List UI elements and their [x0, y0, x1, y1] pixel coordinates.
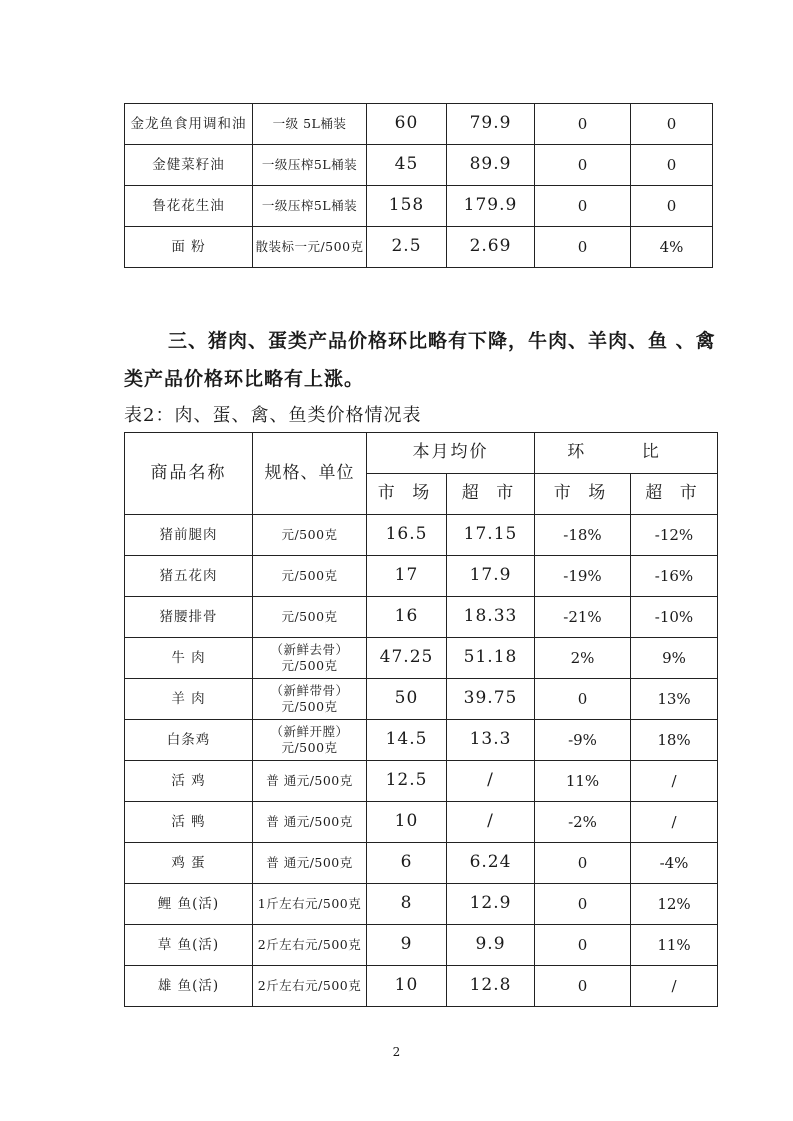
table-row — [125, 638, 718, 679]
item-name: 鲁花花生油 — [125, 186, 253, 227]
item-spec: 元/500克 — [253, 597, 367, 638]
table-row — [125, 884, 718, 925]
supermarket-price: 9.9 — [447, 925, 535, 966]
mom-supermarket: / — [631, 802, 718, 843]
mom-supermarket: -4% — [631, 843, 718, 884]
table-row — [125, 145, 713, 186]
mom-market: -21% — [535, 597, 631, 638]
market-price: 158 — [367, 186, 447, 227]
table-row — [125, 104, 713, 145]
market-price: 16.5 — [367, 515, 447, 556]
mom-supermarket: 13% — [631, 679, 718, 720]
market-price: 2.5 — [367, 227, 447, 268]
item-name: 羊 肉 — [125, 679, 253, 720]
mom-supermarket: 12% — [631, 884, 718, 925]
market-price: 8 — [367, 884, 447, 925]
table-row — [125, 515, 718, 556]
item-name: 猪腰排骨 — [125, 597, 253, 638]
mom-supermarket: 0 — [631, 104, 713, 145]
header-avg-price: 本月均价 — [367, 433, 535, 474]
mom-market: -9% — [535, 720, 631, 761]
page-number: 2 — [392, 1045, 401, 1059]
table-row — [125, 186, 713, 227]
mom-market: 0 — [535, 186, 631, 227]
oil-price-table — [124, 103, 713, 268]
header-mom: 环 比 — [535, 433, 718, 474]
header-mom-market: 市 场 — [535, 474, 631, 515]
item-spec: 普 通元/500克 — [253, 843, 367, 884]
mom-supermarket: 0 — [631, 186, 713, 227]
item-name: 鸡 蛋 — [125, 843, 253, 884]
table-row — [125, 761, 718, 802]
market-price: 45 — [367, 145, 447, 186]
supermarket-price: 6.24 — [447, 843, 535, 884]
supermarket-price: 89.9 — [447, 145, 535, 186]
item-spec: 散装标一元/500克 — [253, 227, 367, 268]
item-spec: 1斤左右元/500克 — [253, 884, 367, 925]
item-spec: 2斤左右元/500克 — [253, 966, 367, 1007]
mom-supermarket: -16% — [631, 556, 718, 597]
supermarket-price: 18.33 — [447, 597, 535, 638]
table-caption: 表2：肉、蛋、禽、鱼类价格情况表 — [124, 405, 422, 426]
item-name: 金龙鱼食用调和油 — [125, 104, 253, 145]
mom-supermarket: / — [631, 966, 718, 1007]
market-price: 6 — [367, 843, 447, 884]
market-price: 10 — [367, 966, 447, 1007]
item-spec: 一级 5L桶装 — [253, 104, 367, 145]
market-price: 50 — [367, 679, 447, 720]
table-row — [125, 966, 718, 1007]
header-name: 商品名称 — [125, 433, 253, 515]
item-spec: （新鲜去骨）元/500克 — [253, 638, 367, 679]
section-heading: 三、猪肉、蛋类产品价格环比略有下降，牛肉、羊肉、鱼 、禽类产品价格环比略有上涨。 — [124, 330, 716, 390]
mom-supermarket: / — [631, 761, 718, 802]
item-name: 猪五花肉 — [125, 556, 253, 597]
item-name: 草 鱼(活) — [125, 925, 253, 966]
market-price: 17 — [367, 556, 447, 597]
item-name: 雄 鱼(活) — [125, 966, 253, 1007]
table-row — [125, 679, 718, 720]
item-name: 白条鸡 — [125, 720, 253, 761]
market-price: 14.5 — [367, 720, 447, 761]
market-price: 9 — [367, 925, 447, 966]
item-name: 鲤 鱼(活) — [125, 884, 253, 925]
item-spec: 元/500克 — [253, 515, 367, 556]
supermarket-price: 13.3 — [447, 720, 535, 761]
supermarket-price: 2.69 — [447, 227, 535, 268]
market-price: 16 — [367, 597, 447, 638]
mom-market: 11% — [535, 761, 631, 802]
mom-market: 0 — [535, 145, 631, 186]
header-mom-supermarket: 超 市 — [631, 474, 718, 515]
mom-supermarket: -12% — [631, 515, 718, 556]
header-avg-market: 市 场 — [367, 474, 447, 515]
market-price: 60 — [367, 104, 447, 145]
mom-market: 0 — [535, 227, 631, 268]
table-row — [125, 597, 718, 638]
table-row — [125, 720, 718, 761]
supermarket-price: / — [447, 802, 535, 843]
mom-market: -19% — [535, 556, 631, 597]
supermarket-price: 79.9 — [447, 104, 535, 145]
supermarket-price: 17.9 — [447, 556, 535, 597]
mom-market: -18% — [535, 515, 631, 556]
item-name: 牛 肉 — [125, 638, 253, 679]
supermarket-price: 17.15 — [447, 515, 535, 556]
mom-market: 0 — [535, 843, 631, 884]
table-row — [125, 843, 718, 884]
mom-supermarket: 4% — [631, 227, 713, 268]
item-name: 金健菜籽油 — [125, 145, 253, 186]
supermarket-price: 12.8 — [447, 966, 535, 1007]
mom-market: 0 — [535, 966, 631, 1007]
mom-market: 0 — [535, 884, 631, 925]
mom-supermarket: 9% — [631, 638, 718, 679]
market-price: 47.25 — [367, 638, 447, 679]
item-spec: 普 通元/500克 — [253, 802, 367, 843]
table-row — [125, 556, 718, 597]
mom-supermarket: 11% — [631, 925, 718, 966]
supermarket-price: / — [447, 761, 535, 802]
mom-supermarket: 18% — [631, 720, 718, 761]
mom-market: 2% — [535, 638, 631, 679]
item-spec: 2斤左右元/500克 — [253, 925, 367, 966]
table-row — [125, 227, 713, 268]
item-name: 活 鸭 — [125, 802, 253, 843]
supermarket-price: 12.9 — [447, 884, 535, 925]
header-avg-supermarket: 超 市 — [447, 474, 535, 515]
item-spec: （新鲜带骨）元/500克 — [253, 679, 367, 720]
item-spec: 普 通元/500克 — [253, 761, 367, 802]
market-price: 12.5 — [367, 761, 447, 802]
header-spec: 规格、单位 — [253, 433, 367, 515]
item-spec: 元/500克 — [253, 556, 367, 597]
mom-market: 0 — [535, 925, 631, 966]
supermarket-price: 179.9 — [447, 186, 535, 227]
mom-market: 0 — [535, 679, 631, 720]
item-name: 猪前腿肉 — [125, 515, 253, 556]
item-spec: 一级压榨5L桶装 — [253, 186, 367, 227]
mom-market: -2% — [535, 802, 631, 843]
table-row — [125, 925, 718, 966]
market-price: 10 — [367, 802, 447, 843]
table-row — [125, 802, 718, 843]
item-name: 面 粉 — [125, 227, 253, 268]
meat-price-table — [124, 432, 718, 1007]
item-spec: 一级压榨5L桶装 — [253, 145, 367, 186]
supermarket-price: 39.75 — [447, 679, 535, 720]
item-spec: （新鲜开膛）元/500克 — [253, 720, 367, 761]
supermarket-price: 51.18 — [447, 638, 535, 679]
item-name: 活 鸡 — [125, 761, 253, 802]
mom-supermarket: 0 — [631, 145, 713, 186]
mom-supermarket: -10% — [631, 597, 718, 638]
mom-market: 0 — [535, 104, 631, 145]
